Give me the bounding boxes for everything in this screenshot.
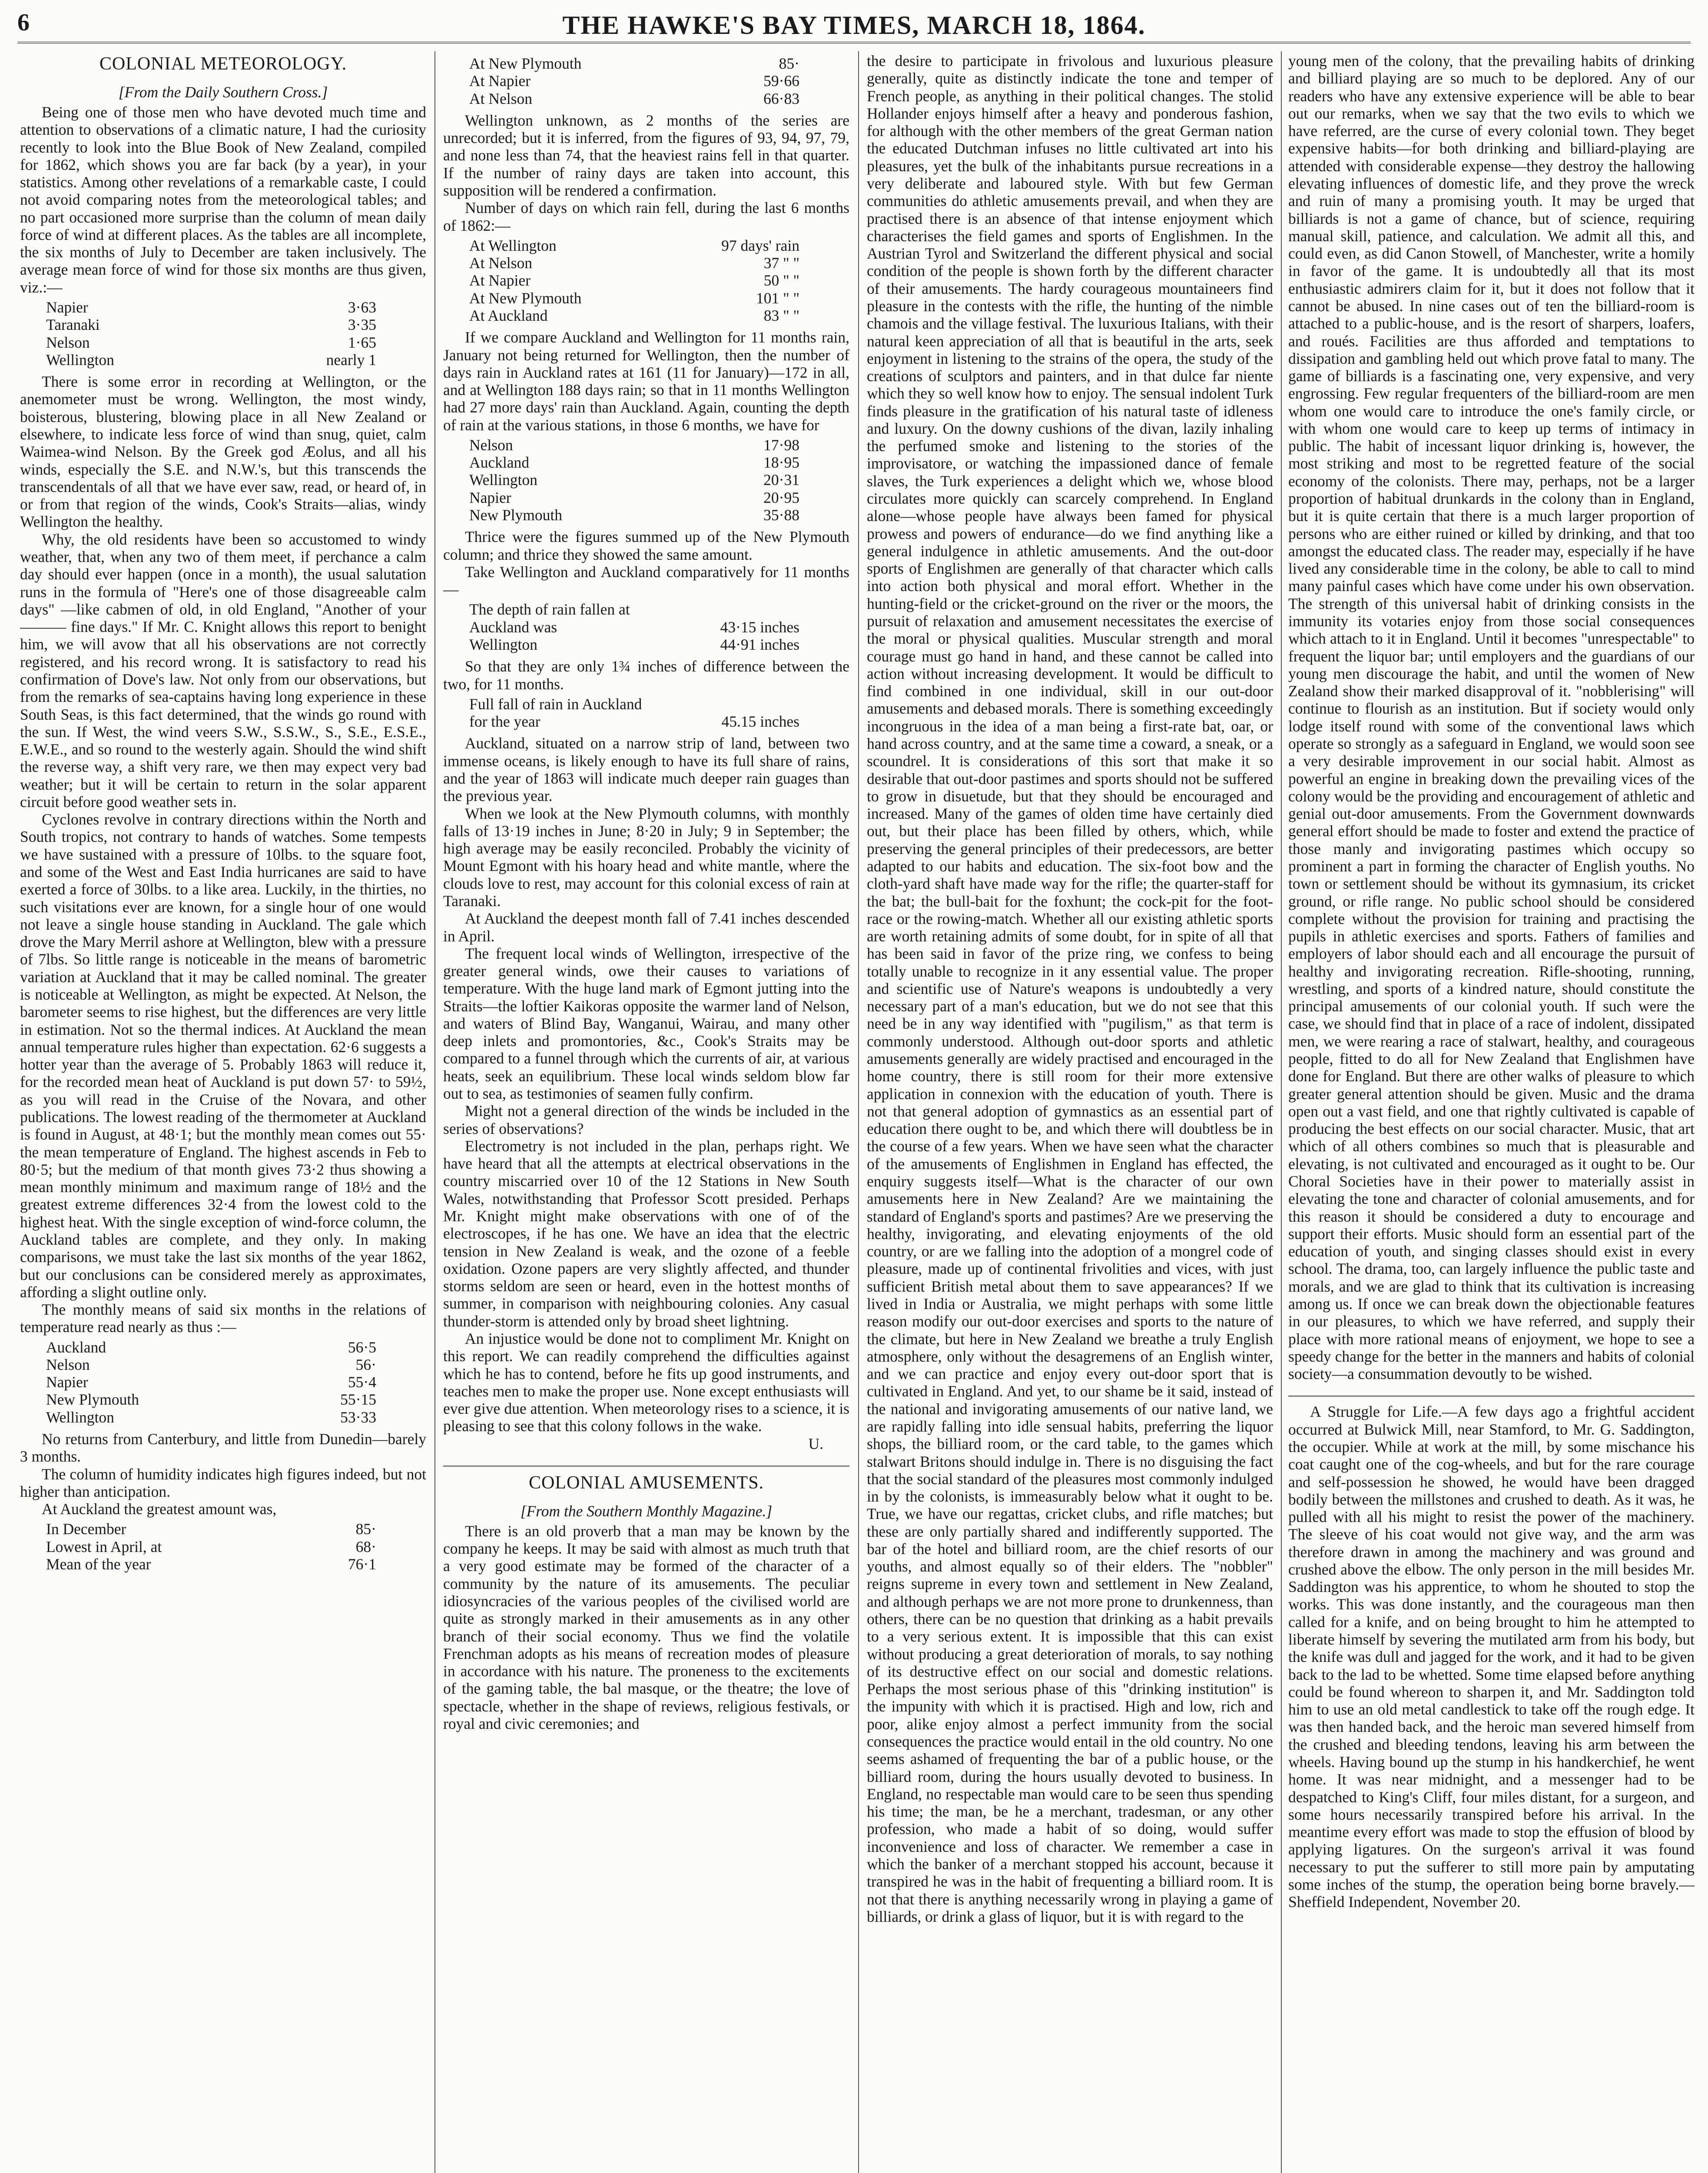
table-row: New Plymouth 55·15 [46,1391,376,1409]
paragraph: If we compare Auckland and Wellington for 11 months rain, January not being returned for Wellington, then the number of days rain in Auckland rates at 161 (11 for January)—172 in all, and at Wellington 188 days rain; so that in 11 months Wellington had 27 more days' rain than Auckland. Again, counting the depth of rain at the various stations, in those 6 months, we have for [443,329,849,434]
paragraph: There is an old proverb that a man may be known by the company he keeps. It may be said with almost as much truth that a very good estimate may be formed of the character of a community by the nature of its amusements. The peculiar idiosyncracies of the various peoples of the civilised world are quite as strongly marked in their amusements as in any other branch of their social economy. Thus we find the volatile Frenchman adopts as his means of recreation modes of pleasure in accordance with his nature. The proneness to the excitements of the gaming table, the bal masque, or the theatre; the love of spectacle, whether in the shape of reviews, religious festivals, or royal and civic ceremonies; and [443,1522,849,1732]
paragraph: So that they are only 1¾ inches of difference between the two, for 11 months. [443,658,849,693]
table-row: Wellington 53·33 [46,1408,376,1426]
table-row: Nelson 1·65 [46,333,376,351]
paragraph: Number of days on which rain fell, during the last 6 months of 1862:— [443,199,849,234]
column-2 [443,52,849,2173]
table-row: At Nelson 37 " " [469,254,799,272]
paragraph: No returns from Canterbury, and little from Dunedin—barely 3 months. [20,1430,426,1465]
article-signature: U. [808,1435,823,1452]
paragraph: An injustice would be done not to compliment Mr. Knight on this report. We can readily comprehend the difficulties against which he has to contend, before he fits up good instruments, and teaches men to make the proper use. None except enthusiasts will ever give due attention. When meteorology rises to a science, it is pleasing to see that this colony follows in the wake. [443,1329,849,1435]
column-divider [434,51,435,2173]
article-source: [From the Daily Southern Cross.] [118,83,328,101]
table-row: Wellington nearly 1 [46,351,376,369]
article-source: [From the Southern Monthly Magazine.] [520,1502,773,1520]
table-row: Wellington 44·91 inches [469,636,799,653]
article-divider [1288,1396,1695,1397]
paragraph: Wellington unknown, as 2 months of the series are unrecorded; but it is inferred, from the figures of 93, 94, 97, 79, and none less than 74, that the heaviest rains fell in that quarter. If the number of rainy days are taken into account, this supposition will be rendered a confirmation. [443,111,849,199]
table-row: At Auckland 83 " " [469,306,799,324]
table-row: Napier 20·95 [469,488,799,506]
table-row: Lowest in April, at 68· [46,1538,376,1555]
table-caption: Full fall of rain in Auckland [469,695,642,713]
table-caption: The depth of rain fallen at [469,601,630,618]
full-fall-table [469,695,799,731]
table-row: At Napier 50 " " [469,272,799,289]
paragraph: At Auckland the deepest month fall of 7.41 inches descended in April. [443,910,849,945]
table-row: At New Plymouth 85· [469,55,799,72]
newspaper-title: THE HAWKE'S BAY TIMES, MARCH 18, 1864. [562,11,1146,40]
paragraph: Thrice were the figures summed up of the New Plymouth column; and thrice they showed the same amount. [443,528,849,563]
paragraph: the desire to participate in frivolous and luxurious pleasure generally, quite as distinctly indicate the tone and temper of French people, as anything in their political changes. The stolid Hollander enjoys himself after a heavy and ponderous fashion, for although with the other members of the great German nation the educated Dutchman infuses no little cultivated art into his pleasures, yet the bulk of the inhabitants pursue recreations in a very deliberate and laboured style. With but few German communities do athletic amusements prevail, and when they are practised there is an absence of that intense enjoyment which characterises the field games and sports of Englishmen. In the Austrian Tyrol and Switzerland the different physical and social condition of the people is shown forth by the different character of their amusements. The hardy courageous mountaineers find pleasure in the contests with the rifle, the hunting of the nimble chamois and the village festival. The luxurious Italians, with their natural keen appreciation of all that is beautiful in the arts, seek enjoyment in listening to the strains of the opera, the study of the creations of sculptors and painters, and in that dulce far niente which they so well know how to enjoy. The sensual indolent Turk finds pleasure in the gratification of his natural taste of idleness and luxury. On the downy cushions of the divan, lazily inhaling the perfumed smoke and listening to the stories of the improvisatore, or watching the impassioned dance of female slaves, the Turk experiences a delight which we, whose blood circulates more quickly can scarcely comprehend. In England alone—whose people have always been famed for physical prowess and powers of endurance—do we find anything like a general indulgence in athletic amusements. And the out-door sports of Englishmen are generally of that character which calls into action both physical and moral effort. Whether in the hunting-field or the cricket-ground on the river or the moors, the pursuit of relaxation and amusement necessitates the exercise of the moral or physical qualities. Muscular strength and moral courage must go hand in hand, and these cannot be called into action without increasing development. It would be difficult to find combined in one individual, skill in our out-door amusements and debased morals. There is something exceedingly incongruous in the idea of a man being a first-rate bat, oar, or hand across country, and at the same time a coward, a sneak, or a scoundrel. It is considerations of this sort that make it so desirable that out-door pastimes and sports should not be suffered to grow in disuetude, but that they should be encouraged and increased. Many of the games of olden time have certainly died out, but their place has been filled by others, which, while preserving the general principles of their predecessors, are better adapted to our habits and education. The six-foot bow and the cloth-yard shaft have made way for the rifle; the quarter-staff for the bat; the bull-bait for the foxhunt; the cock-pit for the foot-race or the rowing-match. Whether all our existing athletic sports are worth retaining admits of some doubt, for in spite of all that has been said in favor of the prize ring, we confess to being totally unable to recognize in it any essential value. The proper and scientific use of Nature's weapons is undoubtedly a very necessary part of a man's education, but we do not see that this need be in any way identified with "pugilism," as that term is commonly understood. Although out-door sports and athletic amusements generally are widely practised and encouraged in the home country, there is still room for their more extensive application in connexion with the education of youth. There is not that general adoption of gymnastics as an essential part of education there ought to be, and which there will doubtless be in the course of a few years. When we have seen what the character of the amusements of Englishmen in England has effected, the enquiry suggests itself—What is the character of our own amusements here in New Zealand? Are we maintaining the standard of England's sports and pastimes? Are we preserving the healthy, invigorating, and elevating enjoyments of the old country, or are we falling into the adoption of a mongrel code of pleasure, made up of continental frivolities and vices, with just sufficient British metal about them to save appearances? If we lived in India or Australia, we might perhaps with some little reason modify our out-door exercises and sports to the nature of the climate, but here in New Zealand we breathe a truly English atmosphere, only without the desagremens of an English winter, and we can practice and enjoy every out-door sport that is cultivated in England. And yet, to our shame be it said, instead of the national and invigorating amusements of our native land, we are rapidly falling into idle sensual habits, preferring the liquor shops, the billiard room, or the card table, to the games which stalwart Britons should indulge in. There is no disguising the fact that the social standard of the pleasures most commonly indulged in by the colonists, is immeasurably below what it ought to be. True, we have our regattas, cricket clubs, and rifle matches; but these are only partially shared and indifferently supported. The bar of the hotel and billiard room, are the chief resorts of our youths, and almost equally so of their elders. The "nobbler" reigns supreme in every town and settlement in New Zealand, and although perhaps we are not more prone to drunkenness, than others, there can be no question that drinking as a habit prevails to a very serious extent. It is impossible that this can exist without producing a great deterioration of morals, to say nothing of its destructive effect on our social and domestic relations. Perhaps the most serious phase of this "drinking institution" is the impunity with which it is practised. High and low, rich and poor, alike enjoy almost a perfect immunity from the social consequences the practice would entail in the old country. No one seems ashamed of frequenting the bar of a public house, or the billiard room, during the hours usually devoted to business. In England, no respectable man would care to be seen thus spending his time; the man, be he a merchant, tradesman, or any other profession, who made a habit of so doing, would suffer inconvenience and loss of character. We remember a case in which the banker of a merchant stopped his account, because it transpired he was in the habit of frequenting a billiard room. It is not that there is anything necessarily wrong in playing a game of billiards, or drink a glass of liquor, but it is with regard to the [867,52,1273,1925]
paragraph: Take Wellington and Auckland comparatively for 11 months— [443,563,849,598]
article-heading: COLONIAL METEOROLOGY. [99,54,347,74]
table-row: Auckland 56·5 [46,1338,376,1356]
table-row: Napier 3·63 [46,299,376,316]
table-row: Nelson 17·98 [469,436,799,454]
paragraph: Being one of those men who have devoted much time and attention to observations of a climatic nature, I had the curiosity recently to look into the Blue Book of New Zealand, compiled for 1862, which shows you are far back (by a year), in your statistics. Among other revelations of a remarkable caste, I could not avoid comparing notes from the meteorological tables; and no part occasioned more surprise than the column of mean daily force of wind at different places. As the tables are all incomplete, the six months of July to December are taken inclusively. The average mean force of wind for those six months are thus given, viz.:— [20,103,426,296]
paragraph: Electrometry is not included in the plan, perhaps right. We have heard that all the attempts at electrical observations in the country miscarried over 10 of the 12 Stations in New South Wales, notwithstanding that Professor Scott presided. Perhaps Mr. Knight might make observations with one of of the electroscopes, if he has one. We have an idea that the electric tension in New Zealand is weak, and the ozone of a feeble oxidation. Ozone papers are very slightly affected, and thunder storms seldom are seen or heard, even in the hottest months of summer, in comparison with neighbouring colonies. Any casual thunder-storm is attended only by broad sheet lightning. [443,1137,849,1330]
masthead-rule [17,42,1691,47]
masthead [17,9,1691,39]
article-heading: COLONIAL AMUSEMENTS. [528,1472,764,1493]
paragraph: At Auckland the greatest amount was, [42,1500,277,1518]
table-row: Mean of the year 76·1 [46,1555,376,1573]
paragraph: Might not a general direction of the winds be included in the series of observations? [443,1102,849,1137]
wind-force-table [46,299,376,369]
table-row: At Napier 59·66 [469,72,799,90]
table-row: At Nelson 66·83 [469,90,799,107]
article-divider [443,1465,849,1467]
news-item: A Struggle for Life.—A few days ago a frightful accident occurred at Bulwick Mill, near Stamford, to Mr. G. Saddington, the occupier. While at work at the mill, by some mischance his coat caught one of the cog-wheels, and but for the rare courage and self-possession he showed, he would have been dragged bodily between the millstones and crushed to death. As it was, he pulled with all his might to resist the power of the machinery. The sleeve of his coat would not give way, and the arm was therefore drawn in among the machinery and was ground and crushed above the elbow. The only person in the mill besides Mr. Saddington was his apprentice, to whom he shouted to stop the works. This was done instantly, and the courageous man then called for a knife, and on being brought to him he attempted to liberate himself by severing the mutilated arm from his body, but the knife was dull and jagged for the work, and it had to be given back to the lad to be whetted. Some time elapsed before anything could be found whereon to sharpen it, and Mr. Saddington told him to use an old metal candlestick to take off the rough edge. It was then handed back, and the heroic man severed himself from the crushed and bleeding tendons, leaving his arm between the wheels. Having bound up the stump in his handkerchief, he went home. It was near midnight, and a messenger had to be despatched to King's Cliff, four miles distant, for a surgeon, and some hours necessarily transpired before his arrival. In the meantime every effort was made to stop the effusion of blood by applying ligatures. On the surgeon's arrival it was found necessary to put the sufferer to still more pain by amputating some inches of the stump, the operation being borne bravely.—Sheffield Independent, November 20. [1288,1403,1695,1911]
column-divider [858,51,859,2173]
column-1 [20,52,426,2173]
paragraph: Why, the old residents have been so accustomed to windy weather, that, when any two of them meet, if perchance a calm day should ever happen (once in a month), the usual salutation runs in the formula of "Here's one of those disagreeable calm days" —like cabmen of old, in old England, "Another of your ——— fine days." If Mr. C. Knight allows this report to benight him, we will avow that all his observations are not correctly registered, and his record wrong. It is satisfactory to read his confirmation of Dove's law. Not only from our observations, but from the remarks of sea-captains having long experience in these South Seas, is this fact determined, that the winds go round with the sun. If West, the wind veers S.W., S.S.W., S., S.E., E.S.E., E.W.E., and so round to the westerly again. Should the wind shift the reverse way, a shift very rare, we then may expect very bad weather; but it will be certain to return in the solar apparent circuit before good weather sets in. [20,530,426,811]
paragraph: The monthly means of said six months in the relations of temperature read nearly as thus :— [20,1301,426,1336]
paragraph: When we look at the New Plymouth columns, with monthly falls of 13·19 inches in June; 8·20 in July; 9 in September; the high average may be easily reconciled. Probably the vicinity of Mount Egmont with his hoary head and white mantle, where the clouds love to rest, may account for this colonial excess of rain at Taranaki. [443,804,849,910]
paragraph: The column of humidity indicates high figures indeed, but not higher than anticipation. [20,1465,426,1500]
rain-days-table [469,237,799,324]
column-3 [867,52,1273,2173]
humidity-table-continued [469,55,799,107]
table-row: Wellington 20·31 [469,471,799,489]
humidity-table [46,1520,376,1573]
paragraph: Auckland, situated on a narrow strip of land, between two immense oceans, is likely enough to have its full share of rains, and the year of 1863 will indicate much deeper rain guages than the previous year. [443,734,849,805]
paragraph: young men of the colony, that the prevailing habits of drinking and billiard playing are so much to be deplored. Any of our readers who have any extensive experience will be able to bear out our remarks, when we say that the two evils to which we have referred, are the curse of every colonial town. They beget expensive habits—for both drinking and billiard-playing are attended with considerable expense—they destroy the hallowing elevating influences of domestic life, and they prove the wreck and ruin of many a promising youth. It may be urged that billiards is not a game of chance, but of science, requiring manual skill, patience, and calculation. We admit all this, and could even, as did Canon Stowell, of Manchester, write a homily in favor of the game. It is undoubtedly all that its most enthusiastic admirers claim for it, but it does not follow that it cannot be abused. In nine cases out of ten the billiard-room is attached to a public-house, and is the resort of sharpers, loafers, and roués. Facilities are thus afforded and temptations to dissipation and gambling held out which prove fatal to many. The game of billiards is a fascinating one, very expensive, and very engrossing. Few regular frequenters of the billiard-room are men whom one would care to introduce the one's family circle, or with whom one would care to keep up terms of intimacy in public. The habit of incessant liquor drinking is, however, the most striking and most to be regretted feature of the social economy of the colonists. There may, perhaps, not be a larger proportion of habitual drunkards in the colony than in England, but it is quite certain that there is a much larger proportion of persons who are either ruined or killed by drinking, and that too amongst the educated class. The reader may, especially if he have lived any considerable time in the colony, be able to call to mind many painful cases which have come under his own observation. The strength of this universal habit of drinking consists in the immunity its votaries enjoy from those social consequences which attach to it in England. Until it becomes "unrespectable" to frequent the liquor bar; until employers and the guardians of our young men discourage the habit, and until the women of New Zealand show their marked disapproval of it. "nobblerising" will continue to flourish as an institution. But if society would only lodge itself round with some of the conventional laws which operate so strongly as a safeguard in England, we would soon see a very desirable improvement in our social habit. Almost as powerful an engine in breaking down the prevailing vices of the colony would be the providing and encouragement of athletic and genial out-door amusements. From the Government downwards general effort should be made to foster and extend the practice of those manly and invigorating pastimes which occupy so prominent a part in forming the character of English youths. No town or settlement should be without its gymnasium, its cricket ground, or rifle range. No public school should be considered complete without the provision for training and practising the pupils in athletic exercises and sports. Fathers of families and employers of labor should each and all encourage the pursuit of healthy and invigorating recreation. Rifle-shooting, running, wrestling, and sports of a kindred nature, should constitute the principal amusements of our colonial youth. If such were the case, we should find that in place of a race of indolent, dissipated men, we were rearing a race of stalwart, healthy, and courageous people, fitted to do all for New Zealand that Englishmen have done for England. But there are other walks of pleasure to which greater general attention should be given. Music and the drama open out a vast field, and one that rightly cultivated is capable of producing the best effects on our social character. Music, that art which of all others combines so much that is pleasurable and elevating, is not cultivated and encouraged as it ought to be. Our Choral Societies have in their power to materially assist in elevating the tone and character of colonial amusements, and for this reason it should be considered a duty to encourage and support their efforts. Music should form an essential part of the education of youth, and singing classes should exist in every school. The drama, too, can largely influence the public taste and morals, and we are glad to think that its cultivation is increasing among us. If once we can break down the objectionable features in our pleasures, to which we have referred, and supply their place with more rational means of enjoyment, we hope to see a speedy change for the better in the manners and habits of colonial society—a consummation devoutly to be wished. [1288,52,1695,1383]
table-row: for the year 45.15 inches [469,713,799,731]
table-row: New Plymouth 35·88 [469,506,799,524]
page-number: 6 [17,9,30,36]
rain-depth-table [469,436,799,524]
table-row: At New Plymouth 101 " " [469,289,799,307]
paragraph: There is some error in recording at Wellington, or the anemometer must be wrong. Wellington, the most windy, boisterous, blustering, blowing place in all New Zealand or elsewhere, to indicate less force of wind than snug, quiet, calm Waimea-wind Nelson. By the Greek god Æolus, and all his winds, especially the S.E. and N.W.'s, but this transcends the transcendentals of all that we have ever saw, read, or heard of, in or from that region of the winds, Cook's Straits—alias, windy Wellington the healthy. [20,373,426,531]
temperature-table [46,1339,376,1426]
table-row: At Wellington 97 days' rain [469,236,799,254]
column-4 [1288,52,1695,2173]
table-row: Taranaki 3·35 [46,316,376,334]
rain-depth-comparison [469,601,799,653]
paragraph: Cyclones revolve in contrary directions within the North and South tropics, not contrary to hands of watches. Some tempests we have sustained with a pressure of 10lbs. to the square foot, and some of the West and East India hurricanes are said to have exerted a force of 30lbs. to a like area. Luckily, in the thirties, no such visitations ever are known, for a single hour of one would not leave a single house standing in Auckland. The gale which drove the Mary Merril ashore at Wellington, blew with a pressure of 7lbs. So little range is noticeable in the means of barometric variation at Auckland that it may be called nominal. The greater is noticeable at Wellington, as might be expected. At Nelson, the barometer seems to rise highest, but the differences are very little in estimation. Not so the thermal indices. At Auckland the mean annual temperature rules higher than expectation. 62·6 suggests a hotter year than the average of 5. Probably 1863 will reduce it, for the recorded mean heat of Auckland is put down 57· to 59½, as you will read in the Cruise of the Novara, and other publications. The lowest reading of the thermometer at Auckland is found in August, at 48·1; but the monthly mean comes out 55· the mean temperature of England. The highest ascends in Feb to 80·5; but the medium of that month gives 73·2 thus showing a mean monthly minimum and maximum range of 18½ and the greatest extreme differences 32·4 from the lowest cold to the highest heat. With the single exception of wind-force column, the Auckland tables are complete, and they only. In making comparisons, we must take the last six months of the year 1862, but our conclusions can be considered merely as approximates, affording a slight outline only. [20,811,426,1301]
paragraph: The frequent local winds of Wellington, irrespective of the greater general winds, owe their causes to variations of temperature. With the huge land mark of Egmont jutting into the Straits—the loftier Kaikoras opposite the warmer land of Nelson, and waters of Blind Bay, Wanganui, Wairau, and many other deep inlets and promontories, &c., Cook's Straits may be compared to a funnel through which the currents of air, at various heats, seek an equilibrium. These local winds seldom blow far out to sea, as testimonies of seamen fully confirm. [443,944,849,1103]
table-row: Auckland 18·95 [469,454,799,472]
table-row: Auckland was 43·15 inches [469,618,799,636]
column-divider [1281,51,1282,2173]
table-row: In December 85· [46,1520,376,1538]
table-row: Nelson 56· [46,1356,376,1373]
table-row: Napier 55·4 [46,1373,376,1391]
